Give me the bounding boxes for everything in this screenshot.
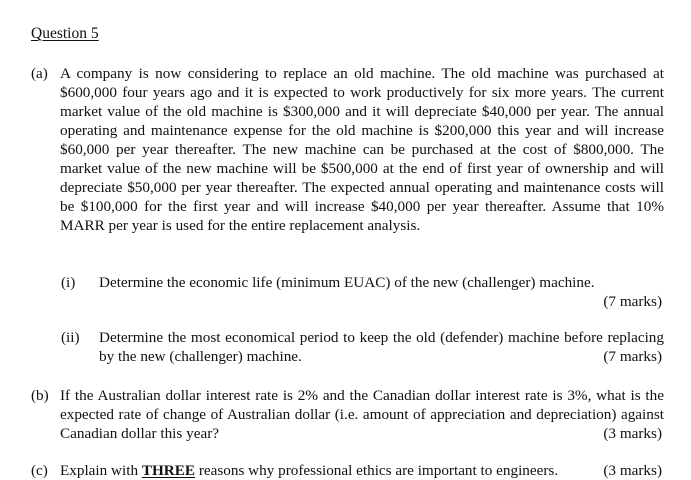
part-c-text bbox=[60, 461, 580, 480]
part-a-ii-body: Determine the most economical period to keep the old (defender) machine before replacing by the new (challenger) machine. bbox=[99, 329, 664, 365]
part-c-emphasis: THREE bbox=[141, 462, 196, 479]
part-a-i-label: (i) bbox=[61, 274, 76, 291]
part-a-ii-text bbox=[99, 328, 664, 366]
part-a-ii-marks: (7 marks) bbox=[603, 348, 662, 365]
part-b-text: If the Australian dollar interest rate is 2% and the Canadian dollar interest rate is 3%, what is the expected rate of change of Australian dollar (i.e. amount of appreciation and depreciation) against Canadian dollar this year? bbox=[60, 387, 664, 442]
part-a-i-marks: (7 marks) bbox=[603, 293, 662, 310]
part-a-text: A company is now considering to replace an old machine. The old machine was purchased at $600,000 four years ago and it is expected to work productively for six more years. The current market value of the old machine is $300,000 and it will depreciate $40,000 per year. The annual operating and maintenance expense for the old machine is $200,000 this year and will increase $60,000 per year thereafter. The new machine can be purchased at the cost of $800,000. The market value of the new machine will be $500,000 at the end of first year of ownership and will depreciate $50,000 per year thereafter. The expected annual operating and maintenance costs will be $100,000 for the first year and will increase $40,000 per year thereafter. Assume that 10% MARR per year is used for the entire replacement analysis. bbox=[60, 65, 664, 234]
part-b-label: (b) bbox=[31, 387, 49, 404]
part-c-text-before: Explain with bbox=[60, 462, 142, 479]
part-c-label: (c) bbox=[31, 462, 48, 479]
part-a-i-text: Determine the economic life (minimum EUAC) of the new (challenger) machine. bbox=[99, 274, 595, 291]
part-a-ii-label: (ii) bbox=[61, 329, 80, 346]
part-a-label: (a) bbox=[31, 65, 48, 82]
part-c-text-after: reasons why professional ethics are important to engineers. bbox=[195, 462, 559, 479]
part-c-marks: (3 marks) bbox=[603, 462, 662, 479]
question-title: Question 5 bbox=[31, 25, 99, 42]
part-b-marks: (3 marks) bbox=[603, 425, 662, 442]
